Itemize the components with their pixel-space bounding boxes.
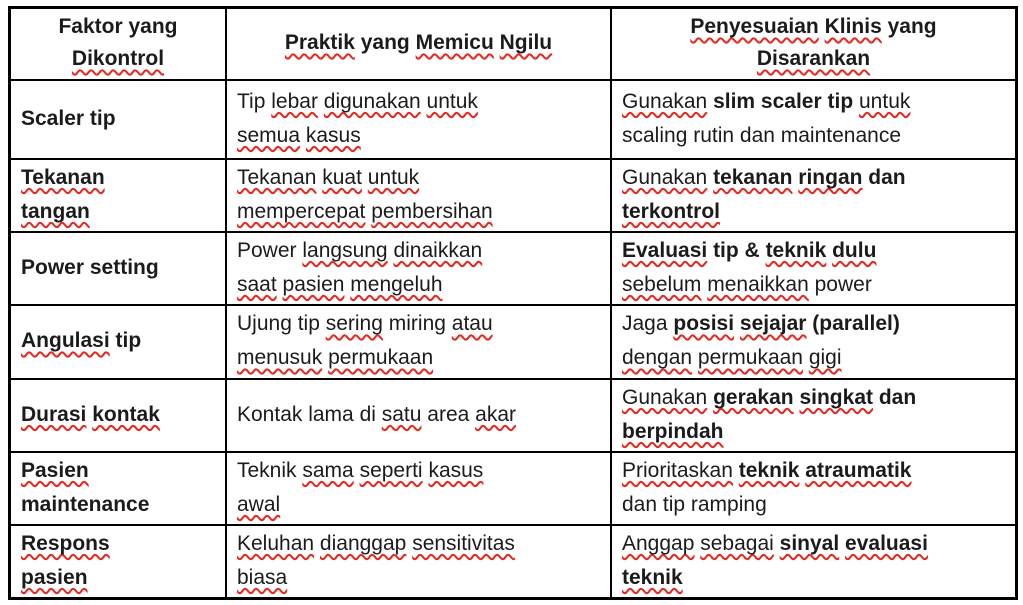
misspelled-word: lebar — [271, 89, 318, 113]
cell-text — [622, 381, 916, 449]
misspelled-word: gerakan — [713, 385, 794, 409]
misspelled-word: posisi — [673, 312, 735, 335]
misspelled-word: sinyal — [779, 531, 840, 555]
cell-r2-praktik — [227, 160, 612, 233]
header-cell-faktor-yang-dikontrol — [11, 9, 227, 81]
misspelled-word: Gunakan — [622, 89, 708, 113]
cell-r5-praktik — [227, 380, 612, 453]
misspelled-word: kasus — [305, 123, 361, 147]
cell-text — [237, 307, 493, 375]
cell-r3-penyesuaian — [612, 233, 1015, 306]
misspelled-word: Keluhan — [237, 531, 315, 555]
cell-text — [21, 102, 116, 136]
cell-text — [21, 161, 105, 229]
text-run: Scaler tip — [21, 106, 116, 130]
text-run: power — [808, 272, 872, 296]
misspelled-word: mempercepat — [237, 199, 366, 223]
text-run: scaling rutin dan maintenance — [622, 123, 902, 147]
text-run: slim scaler tip — [713, 89, 854, 113]
misspelled-word: Prioritaskan — [622, 458, 733, 482]
misspelled-word: tangan — [21, 199, 90, 223]
cell-text — [622, 527, 928, 595]
misspelled-word: permukaan — [697, 346, 803, 369]
text-run: miring — [382, 312, 452, 335]
misspelled-word: singkat — [799, 385, 873, 409]
misspelled-word: berpindah — [622, 419, 724, 443]
misspelled-word: seperti — [359, 458, 423, 482]
row-label-durasi-kontak — [11, 380, 227, 453]
text-run: area — [421, 402, 476, 426]
misspelled-word: Pasien — [21, 458, 89, 482]
cell-text — [237, 234, 482, 302]
misspelled-word: terkontrol — [622, 199, 721, 223]
cell-text — [21, 527, 110, 595]
text-run: Jaga — [622, 312, 674, 335]
cell-r6-penyesuaian — [612, 453, 1015, 526]
document-table — [8, 6, 1018, 600]
text-run: tip & — [707, 238, 766, 262]
misspelled-word: Memicu — [415, 31, 494, 54]
text-run: dan — [862, 165, 906, 189]
misspelled-word: teknik — [622, 565, 683, 589]
misspelled-word: dianggap — [319, 531, 407, 555]
misspelled-word: Praktik — [284, 31, 355, 54]
misspelled-word: Evaluasi — [622, 238, 708, 262]
header-text — [58, 11, 177, 75]
row-label-angulasi-tip — [11, 306, 227, 380]
misspelled-word: Gunakan — [622, 165, 708, 189]
misspelled-word: permukaan — [328, 346, 434, 369]
misspelled-word: atraumatik — [805, 458, 912, 482]
cell-r4-praktik — [227, 306, 612, 380]
misspelled-word: sebagai — [700, 531, 774, 555]
cell-text — [622, 454, 912, 522]
misspelled-word: Tekanan — [237, 165, 317, 189]
misspelled-word: saat — [237, 272, 277, 296]
misspelled-word: dengan — [622, 346, 693, 369]
text-run: Kontak lama di — [237, 402, 382, 426]
misspelled-word: Respons — [21, 531, 110, 555]
misspelled-word: satu — [381, 402, 422, 426]
misspelled-word: akar — [475, 402, 517, 426]
row-label-scaler-tip — [11, 81, 227, 160]
text-run: dan tip ramping — [622, 492, 767, 516]
misspelled-word: langsung — [302, 238, 388, 262]
cell-text — [21, 251, 159, 285]
text-run: maintenance — [21, 492, 150, 516]
misspelled-word: dinaikkan — [393, 238, 483, 262]
text-run: (parallel) — [806, 312, 900, 335]
text-run: Power setting — [21, 255, 159, 279]
misspelled-word: untuk — [859, 89, 911, 113]
misspelled-word: teknik — [765, 238, 827, 262]
misspelled-word: menaikkan — [707, 272, 809, 296]
header-text — [690, 11, 936, 75]
cell-r6-praktik — [227, 453, 612, 526]
cell-text — [21, 398, 160, 432]
misspelled-word: dulu — [832, 238, 877, 262]
header-cell-penyesuaian-klinis-yang-disarankan — [612, 9, 1015, 81]
text-run: Faktor yang — [58, 15, 178, 38]
misspelled-word: Anggap — [622, 531, 695, 555]
cell-text — [237, 398, 516, 432]
cell-text — [237, 161, 493, 229]
cell-r5-penyesuaian — [612, 380, 1015, 453]
misspelled-word: menusuk — [237, 346, 323, 369]
misspelled-word: kontak — [92, 402, 160, 426]
misspelled-word: Tekanan — [21, 165, 105, 189]
cell-text — [237, 85, 478, 153]
misspelled-word: sering — [325, 312, 383, 335]
misspelled-word: Gunakan — [622, 385, 708, 409]
cell-text — [622, 234, 876, 302]
misspelled-word: sebelum — [622, 272, 702, 296]
text-run: Teknik — [237, 458, 303, 482]
misspelled-word: Klinis — [824, 15, 882, 38]
cell-text — [21, 454, 149, 522]
text-run: Power — [237, 238, 303, 262]
misspelled-word: atau — [451, 312, 493, 335]
cell-text — [622, 161, 906, 229]
cell-r1-penyesuaian — [612, 81, 1015, 160]
row-label-tekanan-tangan — [11, 160, 227, 233]
misspelled-word: Ngilu — [499, 31, 553, 54]
misspelled-word: Disarankan — [756, 47, 871, 70]
cell-text — [622, 307, 900, 375]
cell-text — [21, 324, 141, 358]
misspelled-word: pembersihan — [371, 199, 493, 223]
text-run: tip — [109, 329, 142, 352]
text-run: yang — [354, 31, 416, 54]
misspelled-word: teknik — [738, 458, 800, 482]
misspelled-word: digunakan — [323, 89, 421, 113]
misspelled-word: untuk — [426, 89, 478, 113]
row-label-power-setting — [11, 233, 227, 306]
misspelled-word: sensitivitas — [412, 531, 515, 555]
misspelled-word: kasus — [428, 458, 484, 482]
misspelled-word: Durasi — [21, 402, 87, 426]
misspelled-word: sama — [302, 458, 354, 482]
cell-r7-praktik — [227, 526, 612, 597]
text-run: yang — [881, 15, 937, 38]
misspelled-word: Dikontrol — [71, 47, 165, 70]
misspelled-word: untuk — [367, 165, 420, 189]
misspelled-word: ringan — [798, 165, 863, 189]
header-text — [285, 27, 552, 59]
text-run: Tip — [237, 89, 272, 113]
cell-text — [237, 527, 515, 595]
misspelled-word: biasa — [237, 565, 288, 589]
misspelled-word: Angulasi — [21, 329, 110, 352]
cell-text — [622, 85, 910, 153]
misspelled-word: tekanan — [713, 165, 793, 189]
text-run: Ujung tip — [237, 312, 326, 335]
row-label-pasien-maintenance — [11, 453, 227, 526]
misspelled-word: mengeluh — [350, 272, 443, 296]
misspelled-word: pasien — [21, 565, 88, 589]
misspelled-word: gigi — [808, 346, 842, 369]
cell-text — [237, 454, 483, 522]
header-cell-praktik-yang-memicu-ngilu — [227, 9, 612, 81]
misspelled-word: pasien — [282, 272, 345, 296]
misspelled-word: awal — [237, 492, 281, 516]
cell-r7-penyesuaian — [612, 526, 1015, 597]
misspelled-word: Penyesuaian — [690, 15, 819, 38]
misspelled-word: semua — [237, 123, 301, 147]
cell-r2-penyesuaian — [612, 160, 1015, 233]
misspelled-word: evaluasi — [845, 531, 928, 555]
cell-r3-praktik — [227, 233, 612, 306]
row-label-respons-pasien — [11, 526, 227, 597]
cell-r4-penyesuaian — [612, 306, 1015, 380]
cell-r1-praktik — [227, 81, 612, 160]
misspelled-word: kuat — [322, 165, 362, 189]
misspelled-word: sejajar — [739, 312, 807, 335]
text-run: dan — [873, 385, 917, 409]
